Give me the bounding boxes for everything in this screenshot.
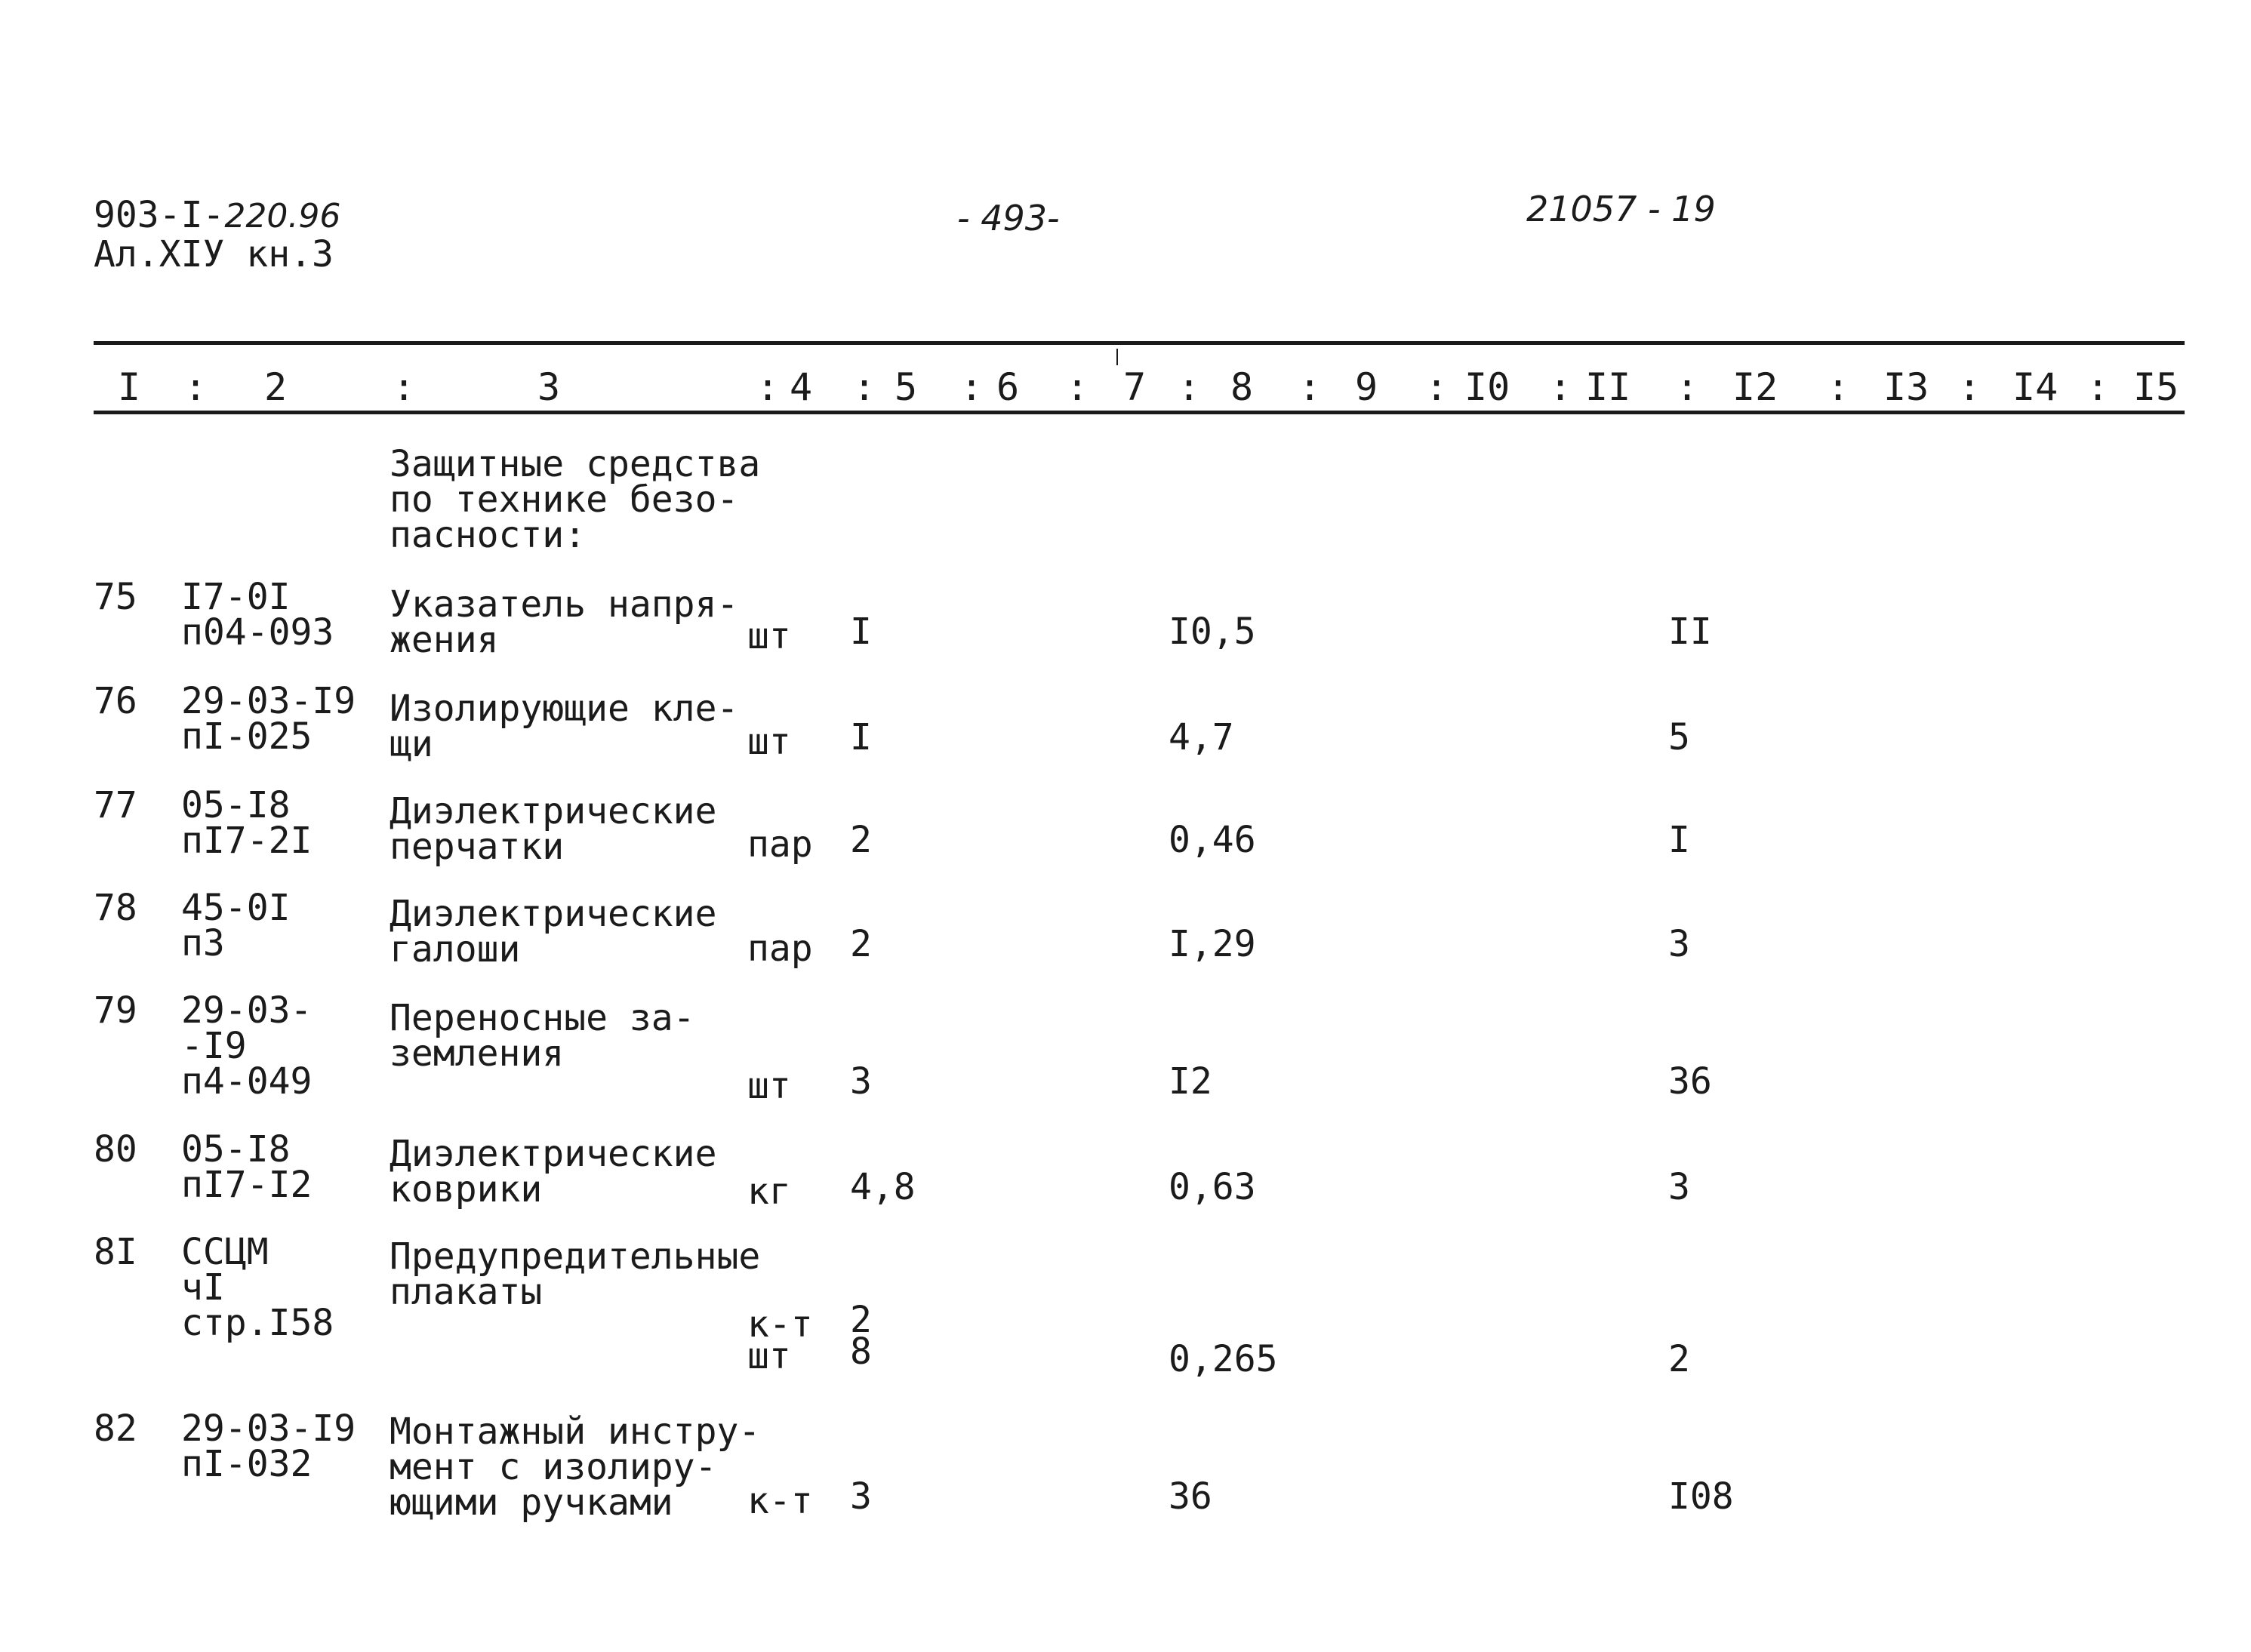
col-separator: : (1298, 365, 1322, 409)
col-separator: : (1066, 365, 1089, 409)
row-price: I,29 (1169, 923, 1256, 965)
row-name: Диэлектрические перчатки (390, 790, 717, 868)
row-total: II (1668, 611, 1712, 653)
row-number: 79 (94, 989, 137, 1032)
row-name: Монтажный инстру- мент с изолиру- ющими ручками (390, 1411, 761, 1524)
col-head-3: 3 (537, 365, 561, 409)
col-head-10: I0 (1464, 365, 1510, 409)
row-name: Переносные за- земления (390, 997, 695, 1075)
row-price: 0,46 (1169, 819, 1256, 861)
row-code: 05-I8 пI7-2I (181, 784, 313, 862)
row-unit: шт (747, 615, 791, 657)
row-number: 82 (94, 1407, 137, 1450)
row-price: I2 (1169, 1060, 1212, 1103)
album-label: Ал.XIУ кн.3 (94, 233, 334, 275)
row-number: 77 (94, 784, 137, 826)
col-head-8: 8 (1230, 365, 1254, 409)
row-code: 29-03- -I9 п4-049 (181, 989, 313, 1103)
col-head-2: 2 (264, 365, 288, 409)
table-top-rule (94, 341, 2185, 345)
row-unit: шт (747, 721, 791, 763)
row-unit: шт (747, 1065, 791, 1107)
row-total: 36 (1668, 1060, 1712, 1103)
document-code (94, 195, 340, 237)
col-separator: : (2086, 365, 2110, 409)
row-unit: пар (747, 928, 813, 970)
col-separator: : (184, 365, 208, 409)
row-name: Изолирующие кле- щи (390, 688, 739, 765)
col-head-13: I3 (1883, 365, 1929, 409)
col-separator: : (1827, 365, 1850, 409)
row-number: 75 (94, 576, 137, 618)
col-head-7: 7 (1123, 365, 1147, 409)
row-price: 36 (1169, 1475, 1212, 1518)
document-code-printed: 903-I- (94, 194, 225, 236)
row-price: I0,5 (1169, 611, 1256, 653)
col-separator: : (1178, 365, 1201, 409)
table-header-rule (94, 411, 2185, 414)
col-separator: : (1676, 365, 1699, 409)
row-name: Указатель напря- жения (390, 583, 739, 661)
row-unit: пар (747, 823, 813, 866)
row-number: 80 (94, 1128, 137, 1171)
row-name: Диэлектрические коврики (390, 1133, 717, 1211)
row-number: 78 (94, 887, 137, 929)
row-name: Диэлектрические галоши (390, 893, 717, 971)
column-tick-mark (1116, 349, 1118, 365)
col-head-4: 4 (790, 365, 813, 409)
row-number: 8I (94, 1231, 137, 1273)
row-number: 76 (94, 680, 137, 722)
row-price: 4,7 (1169, 716, 1234, 758)
row-total: 2 (1668, 1338, 1690, 1380)
row-unit: к-т шт (747, 1303, 813, 1377)
row-total: I08 (1668, 1475, 1734, 1518)
section-title: Защитные средства по технике безо- пасности: (390, 443, 761, 556)
row-qty: 4,8 (850, 1166, 916, 1208)
row-name: Предупредительные плакаты (390, 1235, 761, 1313)
col-head-14: I4 (2012, 365, 2059, 409)
page-number: - 493- (957, 198, 1060, 238)
document-code-handwritten: 220.96 (224, 197, 341, 235)
col-head-11: II (1585, 365, 1631, 409)
col-separator: : (1425, 365, 1449, 409)
col-head-15: I5 (2133, 365, 2179, 409)
col-separator: : (1549, 365, 1572, 409)
row-total: I (1668, 819, 1690, 861)
col-separator: : (853, 365, 876, 409)
row-qty: 2 (850, 923, 872, 965)
col-head-5: 5 (895, 365, 918, 409)
col-separator: : (393, 365, 416, 409)
col-head-9: 9 (1355, 365, 1378, 409)
row-price: 0,63 (1169, 1166, 1256, 1208)
row-total: 3 (1668, 923, 1690, 965)
col-head-6: 6 (996, 365, 1020, 409)
row-qty: 2 8 (850, 1299, 872, 1373)
row-code: ССЦМ чI стр.I58 (181, 1231, 334, 1344)
row-price: 0,265 (1169, 1338, 1278, 1380)
row-qty: I (850, 716, 872, 758)
col-separator: : (756, 365, 780, 409)
col-separator: : (960, 365, 984, 409)
row-code: 05-I8 пI7-I2 (181, 1128, 313, 1206)
doc-number: 21057 - 19 (1526, 189, 1716, 229)
row-total: 3 (1668, 1166, 1690, 1208)
row-code: 45-0I п3 (181, 887, 291, 964)
row-qty: I (850, 611, 872, 653)
row-qty: 2 (850, 819, 872, 861)
row-code: 29-03-I9 пI-025 (181, 680, 356, 758)
row-qty: 3 (850, 1060, 872, 1103)
row-unit: к-т (747, 1480, 813, 1522)
row-code: I7-0I п04-093 (181, 576, 334, 654)
row-unit: кг (747, 1171, 791, 1213)
row-total: 5 (1668, 716, 1690, 758)
col-separator: : (1958, 365, 1982, 409)
row-qty: 3 (850, 1475, 872, 1518)
row-code: 29-03-I9 пI-032 (181, 1407, 356, 1485)
col-head-1: I (118, 365, 141, 409)
col-head-12: I2 (1732, 365, 1778, 409)
